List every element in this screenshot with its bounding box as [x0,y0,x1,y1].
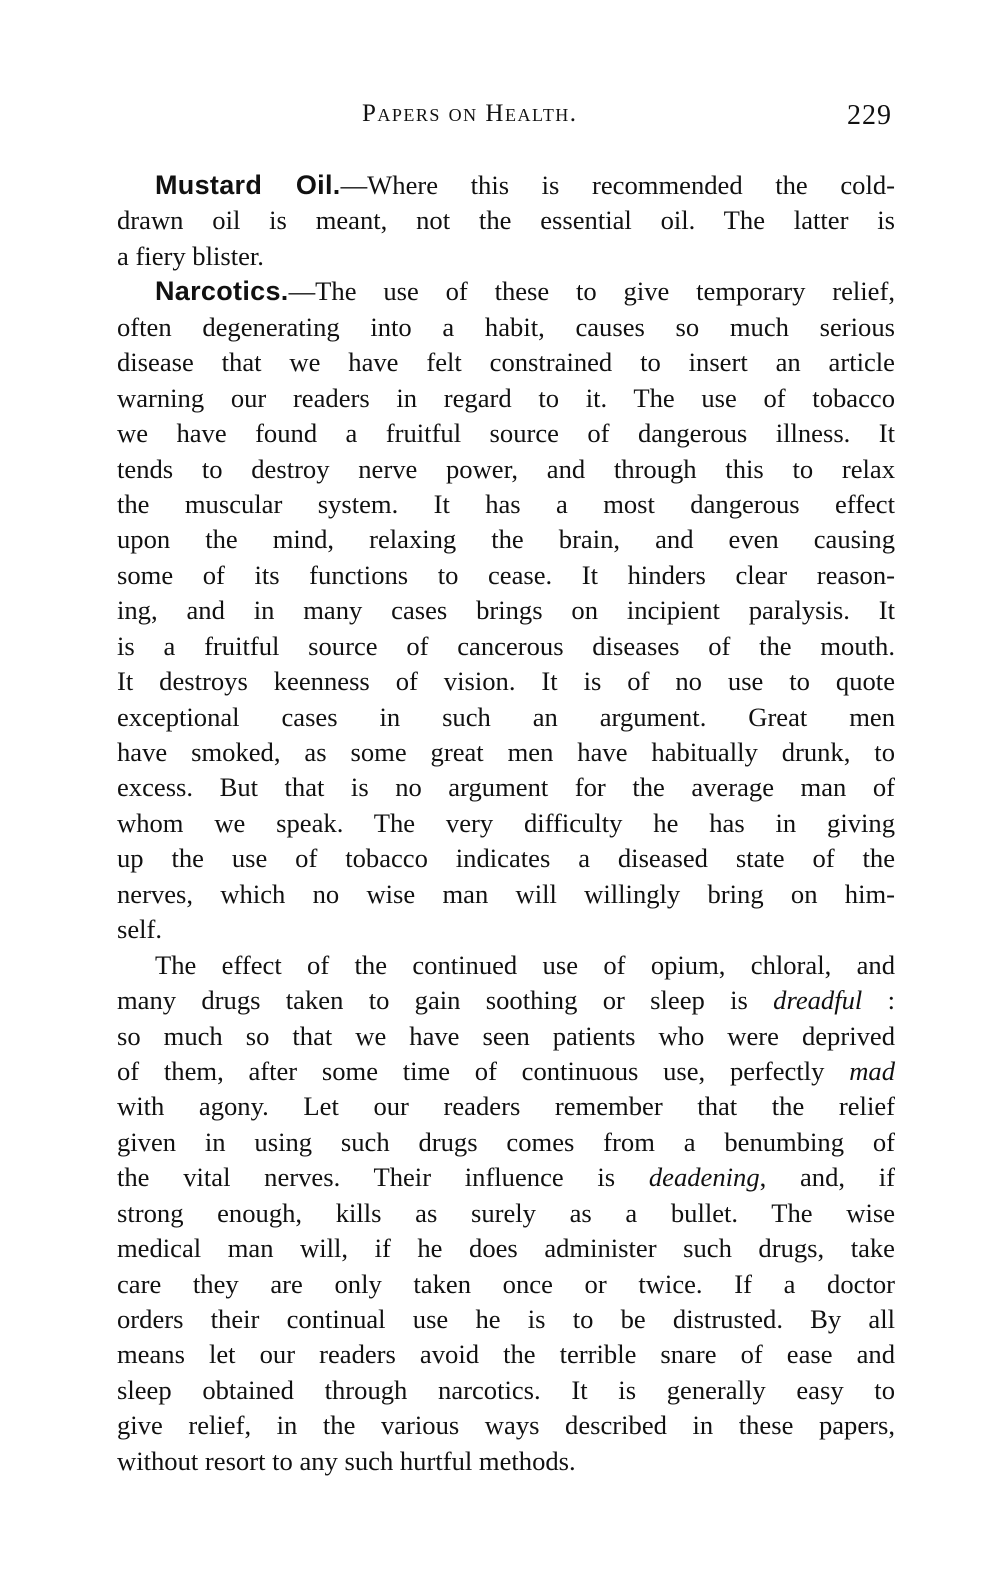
text-run: is a fruitful source of cancerous diseases of the mouth. [117,630,895,661]
text-run: some of its functions to cease. It hinders clear reason- [117,559,895,590]
text-line [117,629,895,664]
text-run: medical man will, if he does administer such drugs, take [117,1233,895,1264]
text-run: —The use of these to give temporary relief, [288,276,895,307]
text-run: tends to destroy nerve power, and through this to relax [117,453,895,484]
text-line [117,452,895,487]
text-run: disease that we have felt constrained to insert an article [117,347,895,378]
page-number: 229 [847,100,892,131]
text-line [117,735,895,770]
text-line [117,1089,895,1124]
text-run: drawn oil is meant, not the essential oil. The latter is [117,205,895,236]
text-run: excess. But that is no argument for the average man of [117,772,895,803]
text-line [117,983,895,1018]
text-line [117,593,895,628]
text-line [117,381,895,416]
running-head [362,100,892,140]
text-line [117,806,895,841]
text-run: have smoked, as some great men have habitually drunk, to [117,737,895,767]
text-run: It destroys keenness of vision. It is of no use to quote [117,666,895,697]
text-line [117,1373,895,1408]
text-line [117,487,895,522]
text-line [117,1408,895,1443]
text-line [117,700,895,735]
text-line [117,877,895,912]
text-run: orders their continual use he is to be distrusted. By all [117,1304,895,1334]
text-run: exceptional cases in such an argument. Great men [117,701,895,732]
text-line [117,1231,895,1266]
text-run: we have found a fruitful source of dangerous illness. It [117,418,895,449]
text-line [117,310,895,345]
text-line [117,1054,895,1089]
text-run: often degenerating into a habit, causes so much serious [117,311,895,342]
paragraph [117,274,895,947]
text-run: a fiery blister. [117,240,264,271]
text-line [117,416,895,451]
text-line [117,168,895,203]
text-line [117,770,895,805]
text-run: means let our readers avoid the terrible snare of ease and [117,1339,895,1370]
text-line [117,522,895,557]
paragraph-heading: Narcotics. [155,276,289,307]
text-run: give relief, in the various ways described in these papers, [117,1410,895,1441]
text-run: nerves, which no wise man will willingly bring on him- [117,878,895,909]
text-run: the vital nerves. Their influence is [117,1162,649,1193]
text-line [117,841,895,876]
text-run: The effect of the continued use of opium, chloral, and [155,949,895,980]
text-line [117,664,895,699]
text-line [117,1444,895,1479]
text-line [117,1196,895,1231]
text-run: up the use of tobacco indicates a diseased state of the [117,843,895,874]
text-run: : [862,985,895,1016]
text-run: sleep obtained through narcotics. It is generally easy to [117,1374,895,1405]
text-run: care they are only taken once or twice. If a doctor [117,1268,895,1299]
text-run: given in using such drugs comes from a benumbing of [117,1126,895,1157]
text-line [117,1160,895,1195]
paragraph [117,168,895,274]
text-line [117,345,895,380]
text-line [117,1337,895,1372]
text-line [117,948,895,983]
text-run: warning our readers in regard to it. The use of tobacco [117,382,895,413]
text-line [117,1302,895,1337]
body-text [117,168,895,1479]
text-line [117,912,895,947]
text-run: upon the mind, relaxing the brain, and even causing [117,524,895,555]
text-run: so much so that we have seen patients who were deprived [117,1020,895,1051]
text-line [117,239,895,274]
text-line [117,1125,895,1160]
text-line [117,1019,895,1054]
text-line [117,1267,895,1302]
text-run: the muscular system. It has a most dangerous effect [117,488,895,519]
paragraph [117,948,895,1480]
text-run: with agony. Let our readers remember that the relief [117,1091,895,1122]
text-run: many drugs taken to gain soothing or sleep is [117,985,774,1016]
text-run: whom we speak. The very difficulty he has in giving [117,807,895,838]
italic-word: dreadful [773,985,863,1016]
text-run: strong enough, kills as surely as a bullet. The wise [117,1197,895,1228]
running-head-title: Papers on Health. [362,100,578,127]
text-run: self. [117,914,163,945]
text-run: —Where this is recommended the cold- [340,170,895,200]
text-run: ing, and in many cases brings on incipient paralysis. It [117,595,895,626]
text-line [117,558,895,593]
text-run: of them, after some time of continuous use, perfectly [117,1055,850,1086]
text-run: without resort to any such hurtful methods. [117,1445,576,1476]
paragraph-heading: Mustard Oil. [155,170,341,200]
italic-word: mad [849,1055,895,1086]
text-run: , and, if [759,1162,895,1193]
italic-word: deadening [648,1162,760,1193]
text-line [117,203,895,238]
text-line [117,274,895,309]
